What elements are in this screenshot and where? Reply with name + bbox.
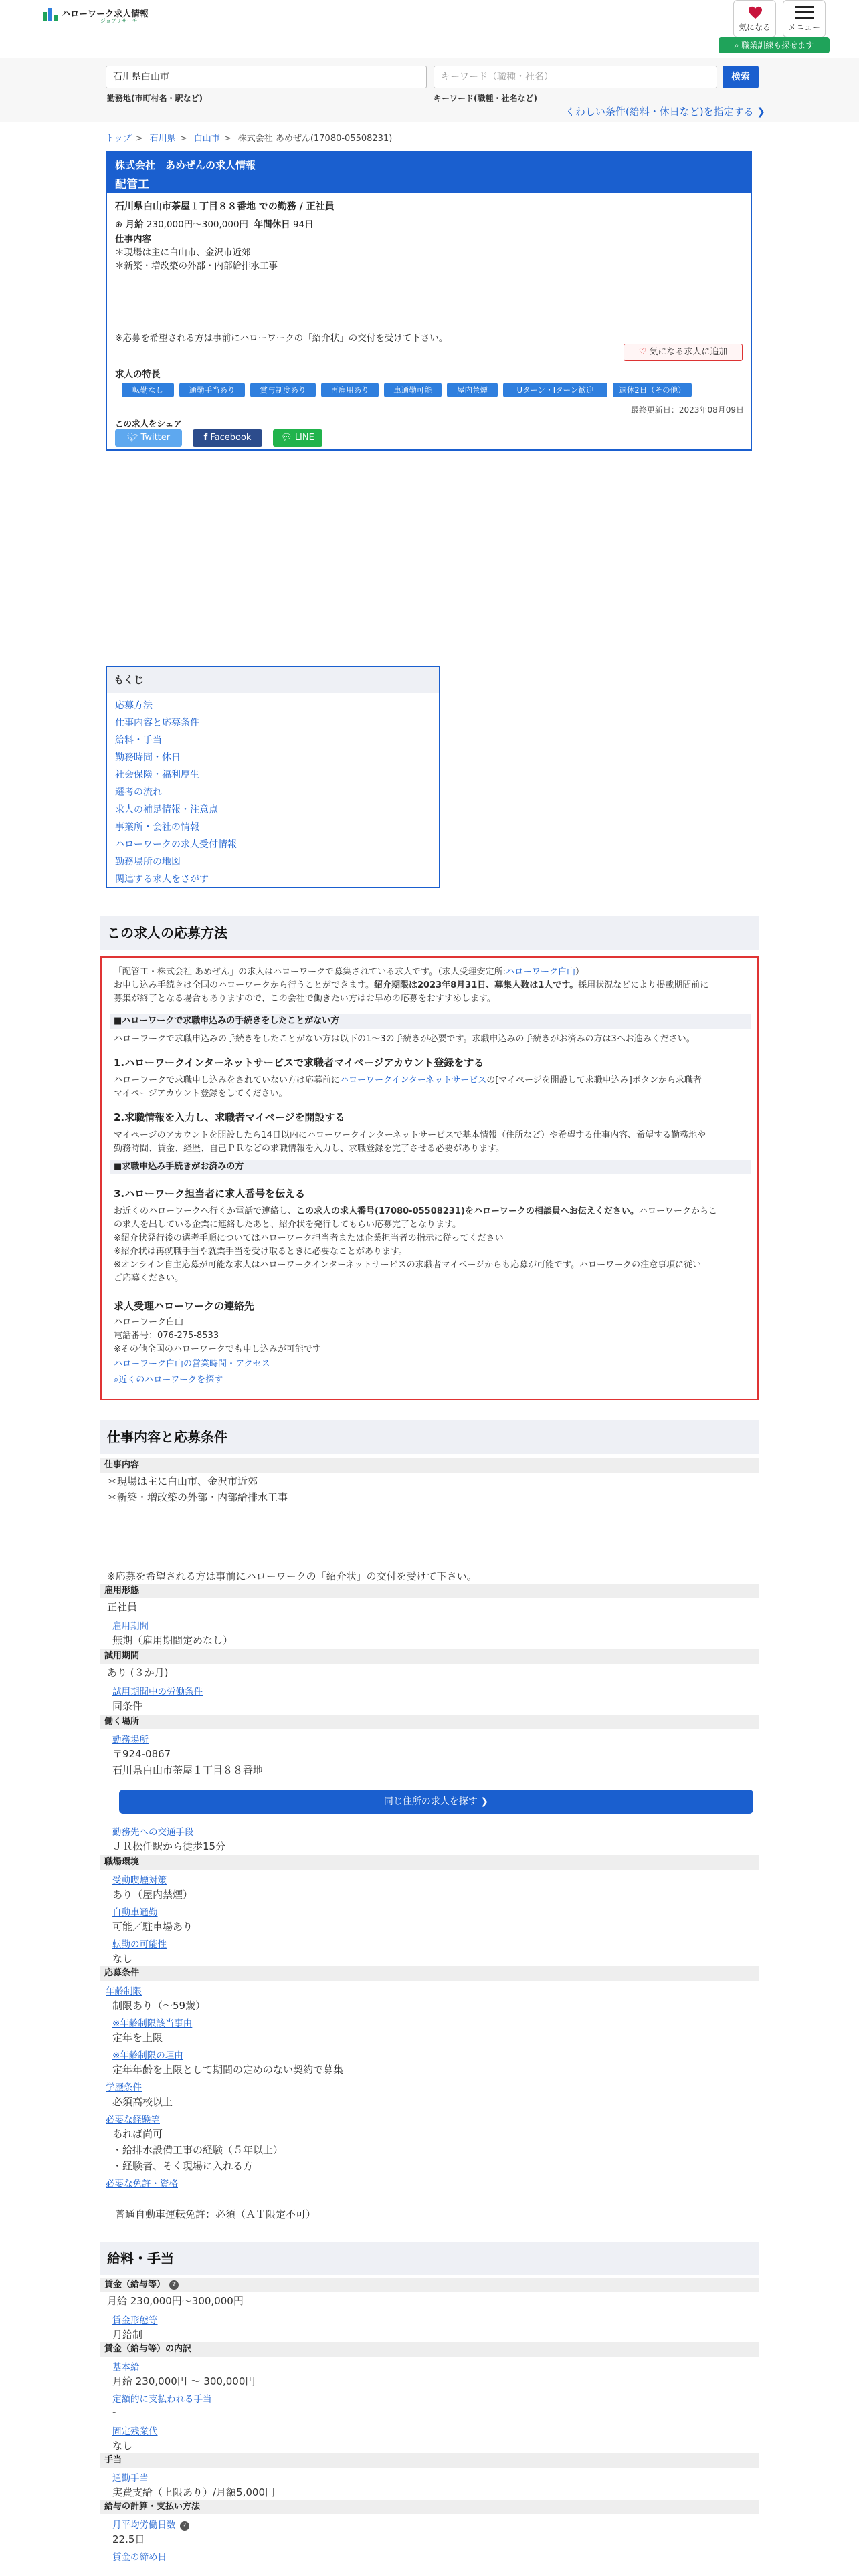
contact-note: ※その他全国のハローワークでも申し込みが可能です [114,1344,321,1354]
apply-step-title: 2.求職情報を入力し、求職者マイページを開設する [114,1111,345,1123]
twitter-label: Twitter [140,433,171,443]
feature-tag[interactable]: 転勤なし [122,383,174,397]
hellowork-hakusan-link[interactable]: ハローワーク白山 [505,967,575,977]
keyword-hint: キーワード(職種・社名など) [434,94,537,103]
field-sublabel[interactable]: ※年齢制限の理由 [112,2050,183,2061]
field-value: 必須高校以上 [112,2096,173,2108]
field-value: 無期（雇用期間定めなし） [112,1634,233,1646]
field-sublabel[interactable]: 賃金形態等 [112,2315,158,2326]
field-sublabel[interactable]: 年齢制限 [106,1986,142,1997]
field-value: 制限あり（〜59歳） [112,2000,206,2012]
apply-subheading: ■求職申込み手続きがお済みの方 [110,1160,751,1174]
chevron-right-icon: ❯ [480,1796,489,1807]
field-sublabel[interactable]: 転勤の可能性 [112,1939,167,1950]
apply-intro-text: ） [575,967,585,977]
feature-tag[interactable]: 車通勤可能 [384,383,442,397]
line-icon: 💬︎ [281,433,292,443]
job-number-instruction: この求人の求人番号(17080-05508231)をハローワークの相談員へお伝えください。 [296,1206,639,1216]
field-value: 実費支給（上限あり）/月額5,000円 [112,2486,275,2498]
duty-line: ＊新築・増改築の外部・内部給排水工事 [107,1491,288,1503]
field-sublabel[interactable]: 勤務場所 [112,1735,149,1745]
help-icon[interactable]: ? [169,2280,179,2290]
last-updated: 最終更新日：2023年08月09日 [630,405,744,415]
field-sublabel[interactable]: 固定残業代 [112,2426,158,2437]
contact-title: 求人受理ハローワークの連絡先 [114,1300,255,1312]
field-label: 手当 [100,2453,759,2468]
detailed-search-link[interactable] [565,104,765,118]
add-favorite-button[interactable] [624,344,743,361]
same-address-label: 同じ住所の求人を探す [383,1796,478,1807]
feature-tag[interactable]: 再雇用あり [321,383,379,397]
breadcrumb: トップ > 石川県 > 白山市 > 株式会社 あめぜん(17080-05508231) [106,134,393,144]
apply-deadline: 紹介期限は2023年8月31日、募集人数は1人です。 [373,980,579,990]
contact-phone: 電話番号：076-275-8533 [114,1331,219,1341]
field-sublabel[interactable] [112,2517,189,2531]
field-value: ・経験者、そく現場に入れる方 [112,2160,254,2172]
contact-name: ハローワーク白山 [114,1317,184,1327]
feature-tag[interactable]: Uターン・Iターン歓迎 [503,383,607,397]
toc-item[interactable]: 給料・手当 [115,735,162,746]
field-label: 賃金（給与等）の内訳 [100,2342,759,2357]
facebook-label: Facebook [210,433,252,443]
salary-value: 230,000円〜300,000円 [146,219,249,230]
table-of-contents [106,666,440,888]
field-value: 月給 230,000円 〜 300,000円 [112,2375,256,2387]
duty-line: ＊現場は主に白山市、金沢市近郊 [115,247,251,258]
apply-text-part: ハローワークで求職申し込みをされていない方は応募前に [114,1075,341,1085]
apply-text [114,1204,748,1216]
apply-text-part: の[マイページを開設して求職申込み]ボタンから求職者 [486,1075,702,1085]
hamburger-icon [795,6,814,19]
apply-intro-text: 採用状況などにより掲載期間前に [578,980,709,990]
field-sublabel[interactable]: 賃金の締め日 [112,2552,167,2563]
field-value: 同条件 [112,1700,143,1712]
apply-text: ご応募ください。 [114,1273,184,1283]
search-area [0,58,859,122]
field-value: ・給排水設備工事の経験（５年以上） [112,2144,284,2156]
toc-item[interactable]: 仕事内容と応募条件 [115,718,199,728]
field-sublabel[interactable]: 学歴条件 [106,2082,142,2093]
field-label: 職場環境 [100,1855,759,1870]
apply-text [114,1073,748,1085]
search-button[interactable]: 検索 [723,66,759,88]
toc-item[interactable]: 求人の補足情報・注意点 [115,804,218,815]
breadcrumb-top[interactable]: トップ [106,134,132,144]
yen-icon: ⊕ [115,219,123,230]
duty-line: ＊現場は主に白山市、金沢市近郊 [107,1475,258,1487]
duty-line: ＊新築・増改築の外部・内部給排水工事 [115,261,278,272]
field-value: 正社員 [107,1601,138,1613]
field-value: なし [112,2440,133,2452]
field-value: あり (３か月) [107,1667,169,1679]
field-sublabel[interactable]: 必要な免許・資格 [106,2179,178,2189]
twitter-icon: 🐦︎ [126,433,138,443]
field-sublabel[interactable]: 試用期間中の労働条件 [112,1687,203,1697]
field-value: ＪＲ松任駅から徒歩15分 [112,1840,226,1852]
wage-label: 賃金（給与等） [104,2280,166,2290]
feature-tags [122,383,744,399]
hellowork-internet-link[interactable]: ハローワークインターネットサービス [340,1075,487,1085]
field-value: 定年年齢を上限として期間の定めのない契約で募集 [112,2064,344,2076]
field-label [100,2278,759,2292]
location-hint: 勤務地(市町村名・駅など) [107,94,203,103]
toc-item[interactable]: 応募方法 [115,700,153,711]
toc-item[interactable]: 事業所・会社の情報 [115,822,199,833]
apply-text-part: お近くのハローワークへ行くか電話で連絡し、 [114,1206,297,1216]
share-facebook-button[interactable] [193,429,262,447]
feature-tag[interactable]: 屋内禁煙 [447,383,498,397]
job-location: 石川県白山市茶屋１丁目８８番地 での勤務 / 正社員 [115,201,335,212]
field-value: 22.5日 [112,2533,145,2545]
share-line-button[interactable] [273,429,322,447]
toc-item[interactable]: 選考の流れ [115,787,162,798]
favorites-button[interactable] [733,0,776,37]
share-label: この求人をシェア [115,419,182,429]
salary-section-heading: 給料・手当 [100,2242,759,2275]
apply-section-heading: この求人の応募方法 [100,916,759,950]
job-salary [115,217,314,230]
help-icon[interactable]: ? [180,2521,189,2531]
toc-item[interactable]: ハローワークの求人受付情報 [115,839,237,850]
field-value: 可能／駐車場あり [112,1921,193,1933]
detailed-search-label: くわしい条件(給料・休日など)を指定する [565,106,754,118]
job-summary-card [106,151,752,451]
salary-label: 月給 [125,219,144,230]
apply-subheading: ■ハローワークで求職申込みの手続きをしたことがない方 [110,1014,751,1029]
line-label: LINE [294,433,314,443]
heart-outline-icon: ♡ [638,347,647,357]
toc-item[interactable]: 勤務時間・休日 [115,752,181,763]
job-title: 配管工 [115,178,149,191]
toc-item[interactable]: 勤務場所の地図 [115,857,181,867]
job-card-header [107,152,751,193]
toc-title: もくじ [107,667,439,693]
company-name: 株式会社 あめぜんの求人情報 [115,159,256,171]
search-icon: ⌕ [734,41,742,50]
field-value: 定年を上限 [112,2032,163,2044]
apply-text: 勤務時間、賃金、経歴、自己ＰＲなどの求職情報を入力し、求職登録を完了させる必要があります。 [114,1144,504,1154]
apply-text-part: ハローワークからこ [638,1206,717,1216]
field-sublabel[interactable]: 受動喫煙対策 [112,1875,167,1886]
site-logo[interactable] [41,5,149,24]
apply-intro: 募集が終了となる場合もありますので、この会社で働きたい方はお早めの応募をおすすめします。 [114,994,496,1004]
menu-label: メニュー [787,23,820,32]
training-label: 職業訓練も探せます [741,41,814,50]
field-label: 雇用形態 [100,1584,759,1598]
field-label: 働く場所 [100,1715,759,1729]
field-sublabel[interactable]: ※年齢制限該当事由 [112,2018,193,2029]
field-sublabel[interactable]: 定額的に支払われる手当 [112,2394,212,2405]
logo-title: ハローワーク求人情報 [62,9,149,19]
nearby-hellowork-label: 近くのハローワークを探す [118,1375,223,1385]
site-header [0,0,859,58]
add-favorite-label: 気になる求人に追加 [649,347,728,357]
field-value: 月給制 [112,2329,143,2341]
search-icon: ⌕ [114,1375,119,1385]
work-address: 石川県白山市茶屋１丁目８８番地 [112,1764,264,1776]
field-value: あれば尚可 [112,2128,163,2140]
holidays-value: 94日 [292,219,314,230]
field-sublabel[interactable]: 勤務先への交通手段 [112,1827,194,1838]
apply-text: ※紹介状は再就職手当や就業手当を受け取るときに必要なことがあります。 [114,1247,407,1257]
location-input[interactable]: 石川県白山市 [106,66,427,88]
feature-tag[interactable]: 週休2日（その他） [613,383,692,397]
postal-code: 〒924-0867 [112,1748,171,1760]
apply-text: ※オンライン自主応募が可能な求人はハローワークインターネットサービスの求職者マイページからも応募が可能です。ハローワークの注意事項に従い [114,1260,702,1270]
apply-intro [114,978,748,990]
field-label: 給与の計算・支払い方法 [100,2500,759,2514]
duty-label: 仕事内容 [115,234,151,245]
apply-step-title: 3.ハローワーク担当者に求人番号を伝える [114,1188,306,1200]
apply-text: マイページアカウント登録をしてください。 [114,1089,288,1099]
apply-step-title: 1.ハローワークインターネットサービスで求職者マイページアカウント登録をする [114,1057,484,1069]
details-section-heading: 仕事内容と応募条件 [100,1420,759,1454]
field-value: あり（屋内禁煙） [112,1889,193,1901]
logo-subtitle: ジョブリサーチ [100,18,138,24]
office-hours-link[interactable]: ハローワーク白山の営業時間・アクセス [114,1359,270,1369]
nearby-hellowork-link[interactable] [114,1372,748,1385]
field-value: - [112,2406,116,2418]
breadcrumb-current: 株式会社 あめぜん(17080-05508231) [237,134,393,144]
menu-button[interactable] [783,0,826,37]
feature-tag[interactable]: 賞与制度あり [250,383,316,397]
heart-icon [748,6,763,19]
apply-intro [114,964,748,977]
chevron-right-icon: ❯ [757,106,765,118]
field-value: なし [112,1953,133,1965]
field-sublabel[interactable]: 基本給 [112,2362,140,2373]
field-sublabel[interactable]: 雇用期間 [112,1621,149,1632]
field-label: 応募条件 [100,1966,759,1981]
favorites-label: 気になる [738,23,771,32]
feature-tag[interactable]: 通勤手当あり [179,383,245,397]
apply-text: マイページのアカウントを開設したら14日以内にハローワークインターネットサービスで基本情報（住所など）や希望する仕事内容、希望する勤務地や [114,1130,706,1140]
work-days-label: 月平均労働日数 [112,2520,176,2531]
apply-text: ハローワークで求職申込みの手続きをしたことがない方は以下の1〜3の手続きが必要です。求職申込みの手続きがお済みの方は3へお進みください。 [114,1034,695,1044]
referral-note: ※応募を希望される方は事前にハローワークの「紹介状」の交付を受けて下さい。 [115,333,448,344]
field-sublabel[interactable]: 必要な経験等 [106,2115,160,2125]
holidays-label: 年間休日 [254,219,290,230]
field-label: 仕事内容 [100,1458,759,1473]
toc-item[interactable]: 関連する求人をさがす [115,874,209,885]
logo-icon [41,5,59,23]
facebook-icon: f [203,433,208,443]
field-sublabel[interactable]: 通勤手当 [112,2473,149,2484]
field-value: 普通自動車運転免許：必須（ＡＴ限定不可） [115,2208,316,2220]
same-address-jobs-button[interactable] [119,1790,753,1814]
breadcrumb-prefecture[interactable]: 石川県 [149,134,176,144]
referral-note: ※応募を希望される方は事前にハローワークの「紹介状」の交付を受けて下さい。 [107,1570,477,1582]
field-label: 試用期間 [100,1649,759,1664]
training-search-button[interactable] [719,37,830,53]
features-label: 求人の特長 [115,369,161,380]
toc-item[interactable]: 社会保険・福利厚生 [115,770,199,780]
share-twitter-button[interactable] [115,429,182,447]
field-value: 月給 230,000円〜300,000円 [107,2295,244,2307]
apply-text: の求人を出している企業に連絡したあと、紹介状を発行してもらい応募完了となります。 [114,1220,461,1230]
apply-text: ※紹介状発行後の選考手順についてはハローワーク担当者または企業担当者の指示に従ってください [114,1233,504,1243]
keyword-input[interactable]: キーワード（職種・社名） [434,66,717,88]
field-sublabel[interactable]: 自動車通勤 [112,1907,158,1918]
apply-method-box [100,956,759,1400]
breadcrumb-city[interactable]: 白山市 [193,134,220,144]
apply-intro-text: 「配管工・株式会社 あめぜん」の求人はハローワークで募集されている求人です。（求人受理安定所: [114,967,506,977]
apply-intro-text: お申し込み手続きは全国のハローワークから行うことができます。 [114,980,374,990]
